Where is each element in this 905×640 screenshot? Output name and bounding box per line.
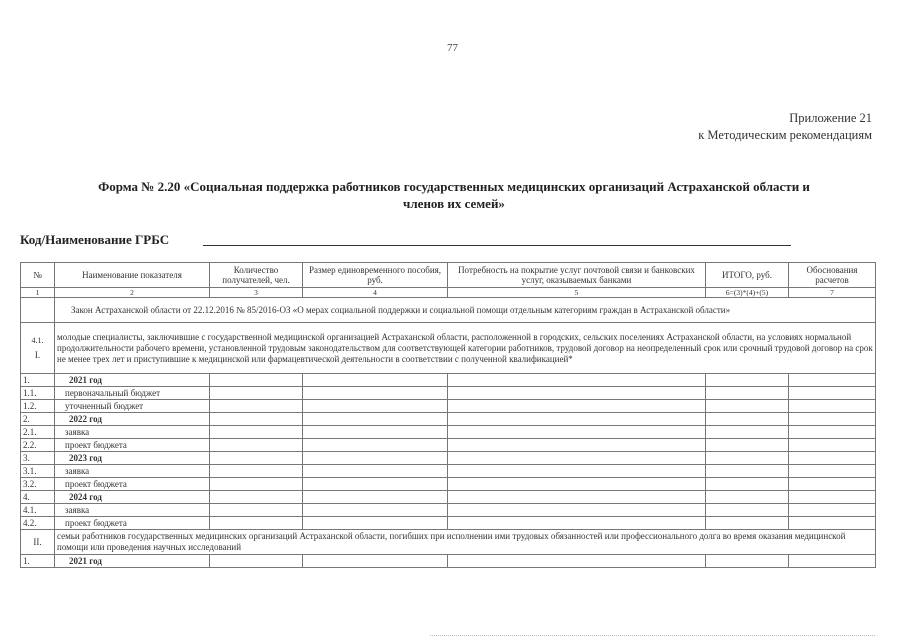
row-label: проект бюджета [55,517,210,530]
empty-cell [789,517,876,530]
empty-cell [448,491,706,504]
empty-cell [706,491,789,504]
col-number: 2 [55,288,210,298]
section-1-row [21,323,876,374]
empty-cell [448,478,706,491]
row-label: 2024 год [55,491,210,504]
empty-cell [706,374,789,387]
empty-cell [706,478,789,491]
header-postal-banking-need: Потребность на покрытие услуг почтовой связи и банковских услуг, оказываемых банками [448,263,706,288]
empty-cell [448,555,706,568]
header-num: № [21,263,55,288]
row-number: 2.1. [21,426,55,439]
form-title-line-1: Форма № 2.20 «Социальная поддержка работников государственных медицинских организаций Астраханской области и [98,179,810,194]
empty-cell [706,400,789,413]
table-row [21,400,876,413]
appendix-note [698,110,872,144]
header-allowance-size: Размер единовременного пособия, руб. [303,263,448,288]
empty-cell [210,387,303,400]
appendix-line-2: к Методическим рекомендациям [698,128,872,142]
empty-cell [789,426,876,439]
empty-cell [448,504,706,517]
law-row [21,298,876,323]
page-number: 77 [447,42,458,54]
empty-cell [210,426,303,439]
row-label: уточненный бюджет [55,400,210,413]
section-1-number: I. [34,350,41,360]
indicators-table [20,262,876,568]
empty-cell [210,400,303,413]
row-number: 3. [21,452,55,465]
table-row [21,426,876,439]
empty-cell [210,439,303,452]
table-row [21,439,876,452]
col-number: 5 [448,288,706,298]
empty-cell [303,465,448,478]
empty-cell [789,555,876,568]
empty-cell [210,517,303,530]
col-number: 4 [303,288,448,298]
empty-cell [303,374,448,387]
col-number: 3 [210,288,303,298]
grbs-fill-line [203,245,791,246]
row-label: проект бюджета [55,478,210,491]
row-label: заявка [55,465,210,478]
table-row [21,465,876,478]
row-number: 1.2. [21,400,55,413]
empty-cell [303,555,448,568]
form-title [20,178,888,212]
table-row [21,374,876,387]
empty-cell [448,387,706,400]
table-row [21,413,876,426]
empty-cell [303,452,448,465]
header-row [21,263,876,288]
empty-cell [210,504,303,517]
row-number: 2.2. [21,439,55,452]
empty-cell [706,452,789,465]
empty-cell [448,517,706,530]
table-row [21,555,876,568]
row-label: заявка [55,426,210,439]
row-number: 1. [21,555,55,568]
empty-cell [210,452,303,465]
empty-cell [706,555,789,568]
section-1-num [21,323,55,374]
bottom-dotted-line [430,635,875,636]
row-label: проект бюджета [55,439,210,452]
section-1-side-label: 4.1. [31,336,44,345]
empty-cell [706,413,789,426]
header-justification: Обоснования расчетов [789,263,876,288]
grbs-label: Код/Наименование ГРБС [20,232,170,247]
empty-cell [303,413,448,426]
empty-cell [789,478,876,491]
row-number: 3.2. [21,478,55,491]
empty-cell [210,478,303,491]
section-2-text: семьи работников государственных медицинских организаций Астраханской области, погибших при исполнении ими трудовых обязанностей или профессионального долга во время оказания медицинской помощи или проведения научных исследований [55,530,876,555]
empty-cell [448,452,706,465]
table-row [21,504,876,517]
row-number: 1.1. [21,387,55,400]
empty-cell [789,439,876,452]
empty-cell [706,387,789,400]
table-row [21,491,876,504]
empty-cell [789,504,876,517]
empty-cell [448,439,706,452]
appendix-line-1: Приложение 21 [789,111,872,125]
empty-cell [789,491,876,504]
table-row [21,478,876,491]
empty-cell [210,555,303,568]
row-number: 4.2. [21,517,55,530]
col-number: 1 [21,288,55,298]
empty-cell [789,400,876,413]
section-2-number: II. [21,530,55,555]
empty-cell [303,478,448,491]
empty-cell [303,439,448,452]
empty-cell [448,400,706,413]
col-number: 7 [789,288,876,298]
section-1-text: молодые специалисты, заключившие с государственной медицинской организацией Астраханской области, расположенной в городских, сельских поселениях Астраханской области, на условиях нормальной продолжительности рабочего времени, установленной трудовым законодательством для соответствующей категории работников, трудовой договор на неопределенный срок или срочный трудовой договор на срок не менее трех лет и приступившие к медицинской или фармацевтической деятельности в соответствии с полученной квалификацией* [55,323,876,374]
empty-cell [303,426,448,439]
empty-cell [210,374,303,387]
empty-cell [210,465,303,478]
row-number: 3.1. [21,465,55,478]
empty-cell [303,491,448,504]
row-label: 2023 год [55,452,210,465]
header-recipients: Количество получателей, чел. [210,263,303,288]
section-2-row [21,530,876,555]
row-number: 4. [21,491,55,504]
empty-cell [789,374,876,387]
header-total: ИТОГО, руб. [706,263,789,288]
empty-cell [789,387,876,400]
empty-cell [789,413,876,426]
empty-cell [448,374,706,387]
empty-cell [303,517,448,530]
table-row [21,452,876,465]
empty-cell [303,387,448,400]
empty-cell [706,439,789,452]
empty-cell [706,517,789,530]
row-label: первоначальный бюджет [55,387,210,400]
empty-cell [210,491,303,504]
row-label: 2021 год [55,374,210,387]
row-label: заявка [55,504,210,517]
empty-cell [448,426,706,439]
law-num-cell [21,298,55,323]
empty-cell [706,504,789,517]
empty-cell [303,400,448,413]
empty-cell [448,465,706,478]
table-row [21,387,876,400]
row-label: 2021 год [55,555,210,568]
empty-cell [706,426,789,439]
form-title-line-2: членов их семей» [403,196,505,211]
law-text: Закон Астраханской области от 22.12.2016 № 85/2016-ОЗ «О мерах социальной поддержки и социальной помощи отдельным категориям граждан в Астраханской области» [55,298,876,323]
row-number: 4.1. [21,504,55,517]
empty-cell [706,465,789,478]
row-number: 2. [21,413,55,426]
col-number: 6=(3)*(4)+(5) [706,288,789,298]
empty-cell [448,413,706,426]
header-indicator-name: Наименование показателя [55,263,210,288]
row-label: 2022 год [55,413,210,426]
empty-cell [789,452,876,465]
empty-cell [210,413,303,426]
empty-cell [303,504,448,517]
row-number: 1. [21,374,55,387]
empty-cell [789,465,876,478]
column-numbers-row [21,288,876,298]
table-row [21,517,876,530]
